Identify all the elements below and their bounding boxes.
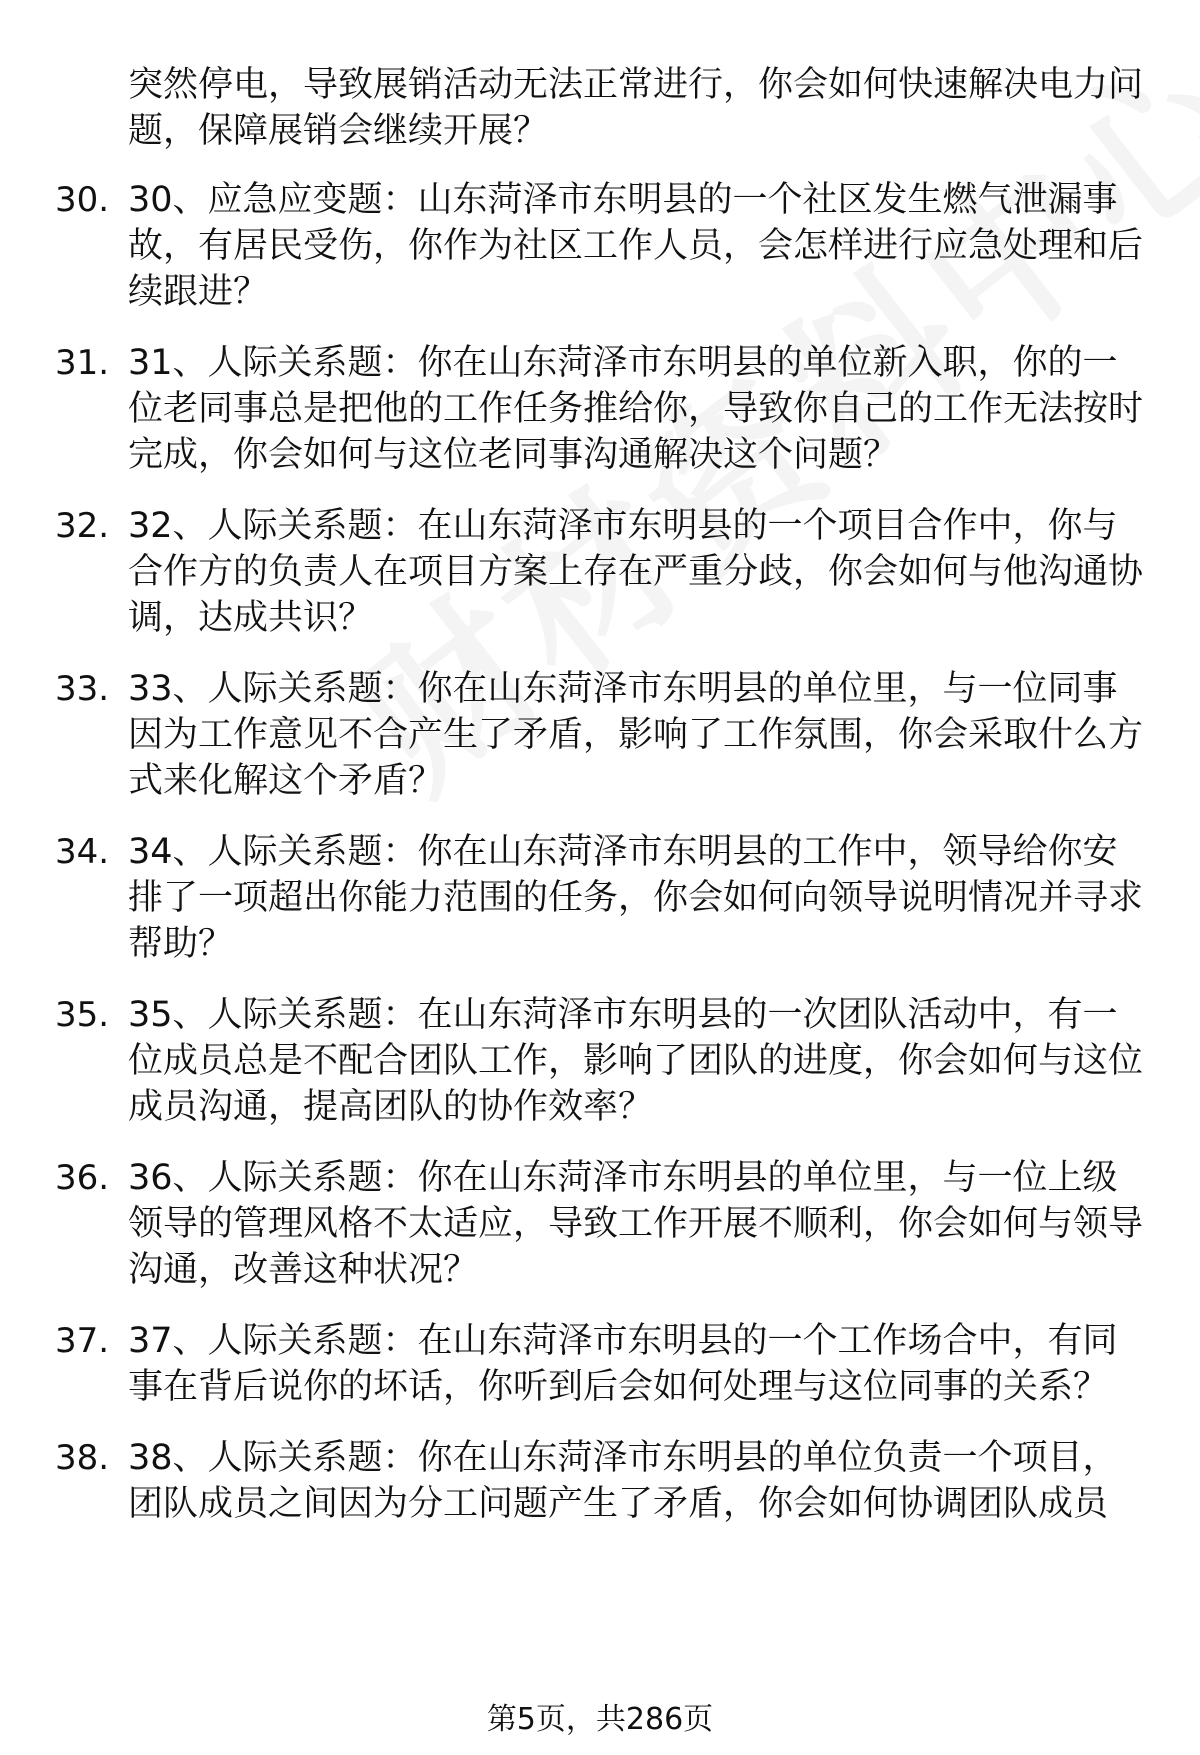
question-text: 30、应急应变题：山东菏泽市东明县的一个社区发生燃气泄漏事故，有居民受伤，你作为社区工作人员，会怎样进行应急处理和后续跟进？ — [128, 180, 1144, 312]
question-number: 38. — [55, 1438, 110, 1478]
continuation-paragraph: 突然停电，导致展销活动无法正常进行，你会如何快速解决电力问题，保障展销会继续开展？ — [128, 65, 1144, 151]
question-item-32 — [55, 503, 1155, 641]
question-text: 38、人际关系题：你在山东菏泽市东明县的单位负责一个项目，团队成员之间因为分工问题产生了矛盾，你会如何协调团队成员 — [128, 1438, 1118, 1524]
question-item-31 — [55, 340, 1155, 478]
question-number: 30. — [55, 180, 110, 220]
question-item-37 — [55, 1318, 1155, 1410]
question-text: 31、人际关系题：你在山东菏泽市东明县的单位新入职，你的一位老同事总是把他的工作任务推给你，导致你自己的工作无法按时完成，你会如何与这位老同事沟通解决这个问题？ — [128, 343, 1144, 475]
question-text: 35、人际关系题：在山东菏泽市东明县的一次团队活动中，有一位成员总是不配合团队工作，影响了团队的进度，你会如何与这位成员沟通，提高团队的协作效率？ — [128, 995, 1144, 1127]
question-number: 33. — [55, 669, 110, 709]
question-text: 34、人际关系题：你在山东菏泽市东明县的工作中，领导给你安排了一项超出你能力范围的任务，你会如何向领导说明情况并寻求帮助？ — [128, 832, 1144, 964]
question-text: 32、人际关系题：在山东菏泽市东明县的一个项目合作中，你与合作方的负责人在项目方案上存在严重分歧，你会如何与他沟通协调，达成共识？ — [128, 506, 1144, 638]
question-text: 36、人际关系题：你在山东菏泽市东明县的单位里，与一位上级领导的管理风格不太适应，导致工作开展不顺利，你会如何与领导沟通，改善这种状况？ — [128, 1158, 1144, 1290]
question-number: 35. — [55, 995, 110, 1035]
question-item-35 — [55, 992, 1155, 1130]
page-footer: 第5页，共286页 — [486, 1702, 714, 1737]
question-item-33 — [55, 666, 1155, 804]
question-number: 36. — [55, 1158, 110, 1198]
question-number: 34. — [55, 832, 110, 872]
question-item-30 — [55, 177, 1155, 315]
question-number: 37. — [55, 1321, 110, 1361]
question-item-36 — [55, 1155, 1155, 1293]
question-text: 33、人际关系题：你在山东菏泽市东明县的单位里，与一位同事因为工作意见不合产生了矛盾，影响了工作氛围，你会采取什么方式来化解这个矛盾？ — [128, 669, 1144, 801]
question-text: 37、人际关系题：在山东菏泽市东明县的一个工作场合中，有同事在背后说你的坏话，你听到后会如何处理与这位同事的关系？ — [128, 1321, 1118, 1407]
question-number: 32. — [55, 506, 110, 546]
question-item-38 — [55, 1435, 1155, 1527]
question-item-34 — [55, 829, 1155, 967]
question-number: 31. — [55, 343, 110, 383]
